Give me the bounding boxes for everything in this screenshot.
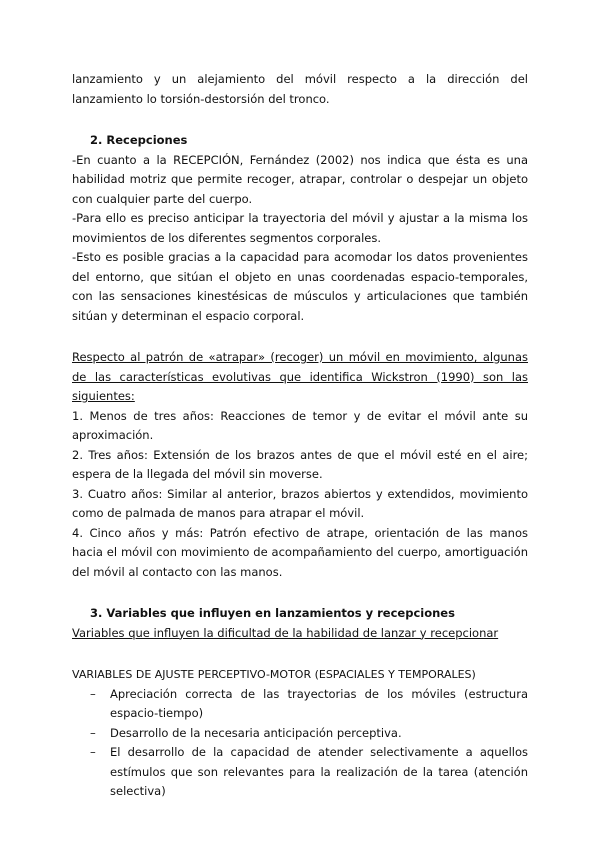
section-3-heading: 3. Variables que influyen en lanzamientos y recepciones <box>90 606 455 620</box>
dash-bullet: – <box>90 725 96 740</box>
spacer <box>72 582 528 604</box>
pattern-item-4: 4. Cinco años y más: Patrón efectivo de atrape, orientación de las manos hacia el móvil con movimiento de acompañamiento del cuerpo, amortiguación del móvil al contacto con las manos. <box>72 525 528 579</box>
dash-bullet: – <box>90 686 96 701</box>
dash-bullet: – <box>90 745 96 759</box>
list-item <box>72 685 528 724</box>
variables-group-title: VARIABLES DE AJUSTE PERCEPTIVO-MOTOR (ESPACIALES Y TEMPORALES) <box>72 668 476 681</box>
list-item-text: El desarrollo de la capacidad de atender selectivamente a aquellos estímulos que son relevantes para la realización de la tarea (atención selectiva) <box>110 745 528 798</box>
spacer <box>72 109 528 131</box>
list-item <box>72 724 528 744</box>
list-item <box>72 743 528 802</box>
pattern-item-2: 2. Tres años: Extensión de los brazos antes de que el móvil esté en el aire; espera de la llegada del móvil sin moverse. <box>72 447 528 481</box>
section-2-heading: 2. Recepciones <box>90 133 188 147</box>
section-2-paragraph-1: -En cuanto a la RECEPCIÓN, Fernández (2002) nos indica que ésta es una habilidad motriz que permite recoger, atrapar, controlar o despejar un objeto con cualquier parte del cuerpo. <box>72 152 528 206</box>
pattern-item-1: 1. Menos de tres años: Reacciones de temor y de evitar el móvil ante su aproximación. <box>72 408 528 442</box>
spacer <box>72 643 528 665</box>
list-item-text: Desarrollo de la necesaria anticipación perceptiva. <box>110 725 402 740</box>
section-3-subheading: Variables que influyen la dificultad de la habilidad de lanzar y recepcionar <box>72 625 499 640</box>
patterns-intro: Respecto al patrón de «atrapar» (recoger) un móvil en movimiento, algunas de las características evolutivas que identifica Wickstron (1990) son las siguientes: <box>72 350 528 403</box>
variables-list <box>72 685 528 802</box>
section-2-paragraph-3: -Esto es posible gracias a la capacidad para acomodar los datos provenientes del entorno, que sitúan el objeto en unas coordenadas espacio-temporales, con las sensaciones kinestésicas de músculos y articulaciones que también sitúan y determinan el espacio corporal. <box>72 250 528 323</box>
document-page <box>72 70 528 802</box>
spacer <box>72 326 528 348</box>
intro-continuation: lanzamiento y un alejamiento del móvil respecto a la dirección del lanzamiento lo torsión-destorsión del tronco. <box>72 72 528 106</box>
list-item-text: Apreciación correcta de las trayectorias de los móviles (estructura espacio-tiempo) <box>110 686 528 720</box>
section-2-paragraph-2: -Para ello es preciso anticipar la trayectoria del móvil y ajustar a la misma los movimientos de los diferentes segmentos corporales. <box>72 211 528 245</box>
pattern-item-3: 3. Cuatro años: Similar al anterior, brazos abiertos y extendidos, movimiento como de palmada de manos para atrapar el móvil. <box>72 486 528 520</box>
